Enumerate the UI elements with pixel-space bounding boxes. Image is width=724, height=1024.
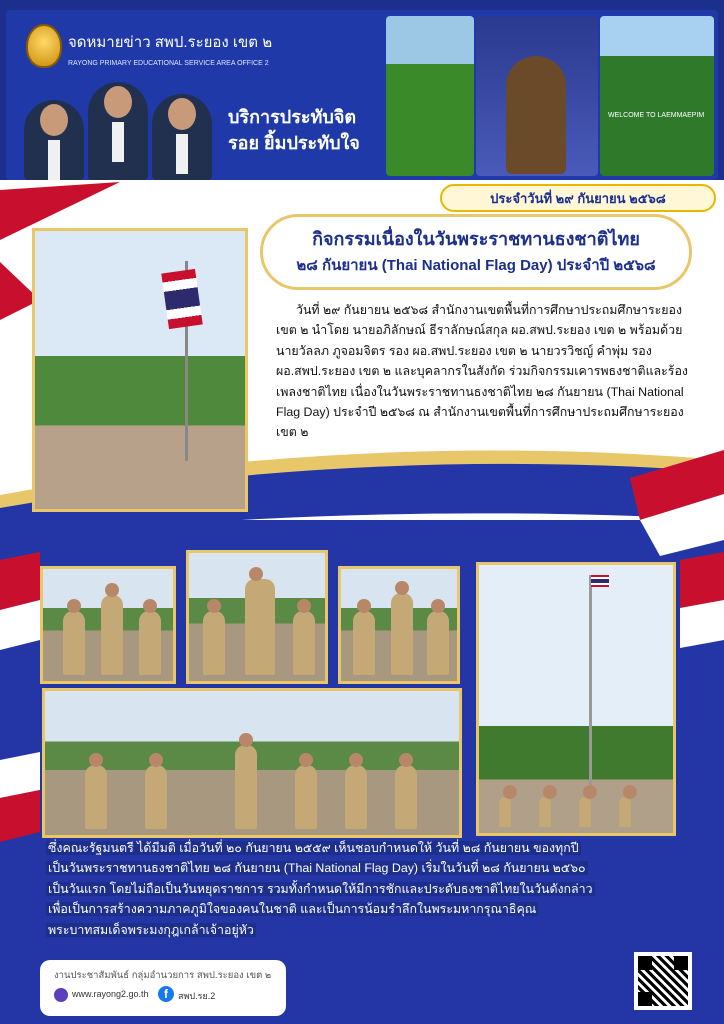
footer-contact bbox=[40, 960, 286, 1016]
slogan-line-1: บริการประทับจิต bbox=[228, 107, 357, 127]
gallery-photo-4-flagpole bbox=[476, 562, 676, 836]
article-title-line-1: กิจกรรมเนื่องในวันพระราชทานธงชาติไทย bbox=[312, 229, 640, 249]
newsletter-title: จดหมายข่าว สพป.ระยอง เขต ๒ bbox=[68, 34, 273, 51]
caption-line: พระบาทสมเด็จพระมงกุฎเกล้าเจ้าอยู่หัว bbox=[48, 922, 254, 937]
thai-flag-icon bbox=[591, 575, 609, 587]
office-logo bbox=[26, 24, 62, 68]
header-photo-mangrove bbox=[386, 16, 474, 176]
caption-line: ซึ่งคณะรัฐมนตรี ได้มีมติ เมื่อวันที่ ๒๐ กันยายน ๒๕๕๙ เห็นชอบกำหนดให้ วันที่ ๒๘ กันยายน ของทุกปี bbox=[48, 841, 579, 855]
main-photo-flag-ceremony bbox=[32, 228, 248, 512]
gallery-photo-3 bbox=[338, 566, 460, 684]
header-photo-statue bbox=[476, 16, 598, 176]
header-banner bbox=[6, 10, 718, 180]
executive-figure bbox=[152, 94, 212, 180]
caption-line: เพื่อเป็นการสร้างความภาคภูมิใจของคนในชาติ และเป็นการน้อมรำลึกในพระมหากรุณาธิคุณ bbox=[48, 902, 537, 917]
article-title-box bbox=[260, 214, 692, 290]
gallery-photo-1 bbox=[40, 566, 176, 684]
executive-figure bbox=[88, 82, 148, 180]
header-photo-welcome-sign bbox=[600, 16, 714, 176]
caption-line: เป็นวันพระราชทานธงชาติไทย ๒๘ กันยายน (Thai National Flag Day) เริ่มในวันที่ ๒๘ กันยายน ๒๕๖๐ bbox=[48, 861, 586, 876]
department-name: งานประชาสัมพันธ์ กลุ่มอำนวยการ สพป.ระยอง เขต ๒ bbox=[54, 970, 272, 981]
welcome-sign-text: WELCOME TO LAEMMAEPIM bbox=[608, 112, 705, 119]
article-body: วันที่ ๒๙ กันยายน ๒๕๖๘ สำนักงานเขตพื้นที่การศึกษาประถมศึกษาระยอง เขต ๒ นำโดย นายอภิลักษณ์ ธีราลักษณ์สกุล ผอ.สพป.ระยอง เขต ๒ พร้อมด้วย นายวัลลภ ภูจอมจิตร รอง ผอ.สพป.ระยอง เขต ๒ นายวรวิชญ์ คำพุ่ม รอง ผอ.สพป.ระยอง เขต ๒ และบุคลากรในสังกัด ร่วมกิจกรรมเคารพธงชาติและร้องเพลงชาติไทย เนื่องในวันพระราชทานธงชาติไทย ๒๘ กันยายน (Thai National Flag Day) ประจำปี ๒๕๖๘ ณ สำนักงานเขตพื้นที่การศึกษาประถมศึกษาระยอง เขต ๒ bbox=[276, 303, 688, 440]
gallery-photo-2 bbox=[186, 550, 328, 684]
gallery-photo-5-group bbox=[42, 688, 462, 838]
article-title-line-2: ๒๘ กันยายน (Thai National Flag Day) ประจำปี ๒๕๖๘ bbox=[296, 257, 656, 274]
thai-flag-icon bbox=[161, 269, 202, 329]
qr-code[interactable] bbox=[634, 952, 692, 1010]
executive-figure bbox=[24, 100, 84, 180]
facebook-icon: f bbox=[158, 986, 174, 1002]
slogan-line-2: รอย ยิ้มประทับใจ bbox=[228, 133, 360, 153]
executives-photo bbox=[24, 80, 224, 180]
website-link[interactable]: www.rayong2.go.th bbox=[72, 989, 149, 999]
issue-date: ประจำวันที่ ๒๙ กันยายน ๒๕๖๘ bbox=[440, 184, 716, 212]
caption-text bbox=[46, 838, 686, 940]
globe-icon bbox=[54, 988, 68, 1002]
caption-line: เป็นวันแรก โดยไม่ถือเป็นวันหยุดราชการ รวมทั้งกำหนดให้มีการชักและประดับธงชาติไทยในวันดังกล่าว bbox=[48, 881, 593, 896]
qr-code-pattern bbox=[638, 956, 688, 1006]
facebook-page-link[interactable]: สพป.รย.2 bbox=[178, 991, 216, 1001]
office-english-name: RAYONG PRIMARY EDUCATIONAL SERVICE AREA OFFICE 2 bbox=[68, 60, 269, 67]
statue-figure bbox=[506, 56, 566, 174]
